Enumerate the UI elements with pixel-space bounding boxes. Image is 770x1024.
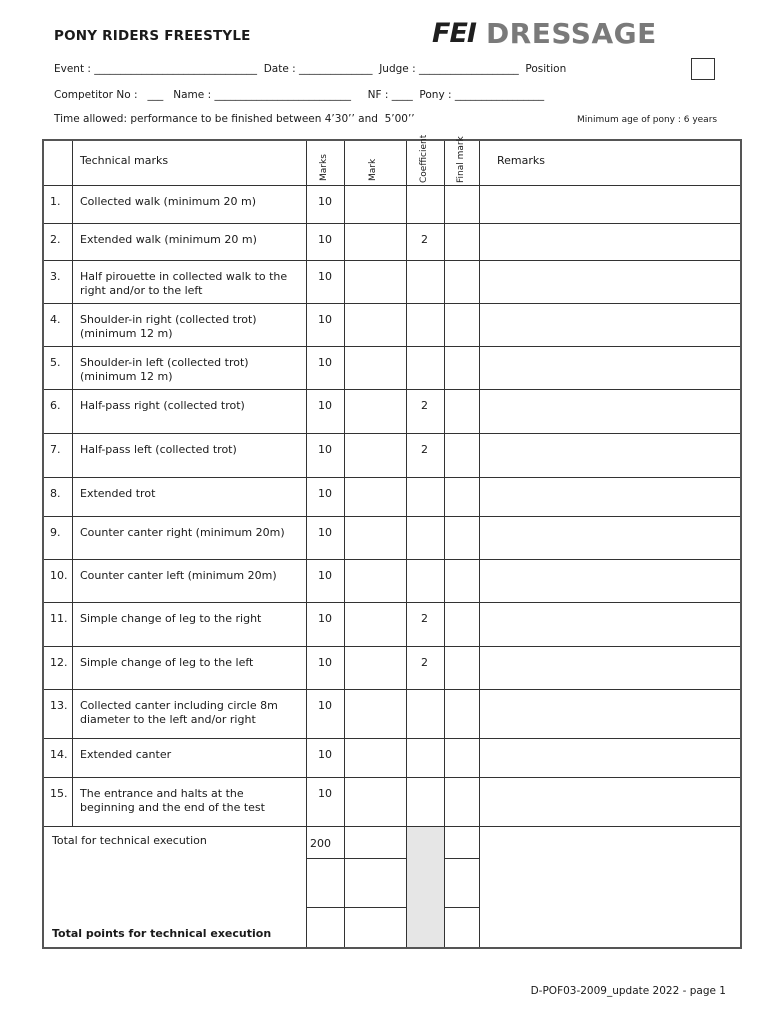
row-remarks-input[interactable]	[481, 648, 738, 687]
total-divider	[306, 907, 479, 908]
row-max-marks: 10	[318, 656, 332, 669]
row-divider	[44, 303, 740, 304]
row-number: 9.	[50, 526, 61, 539]
row-mark-input[interactable]	[346, 740, 404, 775]
row-coefficient: 2	[421, 399, 428, 412]
minimum-age-text: Minimum age of pony : 6 years	[577, 115, 718, 125]
row-movement: Shoulder-in right (collected trot) (minimum 12 m)	[80, 313, 257, 340]
row-mark-input[interactable]	[346, 648, 404, 687]
row-max-marks: 10	[318, 748, 332, 761]
position-box[interactable]	[691, 58, 715, 80]
row-movement: The entrance and halts at the beginning and the end of the test	[80, 787, 265, 814]
row-number: 8.	[50, 487, 61, 500]
row-movement: Simple change of leg to the left	[80, 656, 254, 669]
row-number: 15.	[50, 787, 68, 800]
row-max-marks: 10	[318, 443, 332, 456]
row-number: 3.	[50, 270, 61, 283]
row-movement: Shoulder-in left (collected trot) (minimum 12 m)	[80, 356, 249, 383]
row-mark-input[interactable]	[346, 187, 404, 221]
row-max-marks: 10	[318, 233, 332, 246]
row-remarks-input[interactable]	[481, 348, 738, 387]
row-mark-input[interactable]	[346, 225, 404, 258]
fei-logo-mark: FEI	[432, 17, 476, 49]
row-remarks-input[interactable]	[481, 391, 738, 431]
row-remarks-input[interactable]	[481, 187, 738, 221]
row-divider	[44, 602, 740, 603]
row-mark-input[interactable]	[346, 779, 404, 824]
total-technical-value: 200	[310, 837, 331, 850]
row-movement: Extended walk (minimum 20 m)	[80, 233, 257, 246]
header-coefficient: Coefficient	[419, 134, 429, 183]
row-number: 4.	[50, 313, 61, 326]
time-allowed-text: Time allowed: performance to be finished between 4’30’’ and 5’00’’	[54, 113, 415, 125]
total-technical-label: Total for technical execution	[52, 834, 207, 847]
row-remarks-input[interactable]	[481, 691, 738, 736]
row-remarks-input[interactable]	[481, 518, 738, 557]
row-number: 2.	[50, 233, 61, 246]
row-mark-input[interactable]	[346, 479, 404, 514]
row-coefficient: 2	[421, 656, 428, 669]
row-max-marks: 10	[318, 569, 332, 582]
row-max-marks: 10	[318, 526, 332, 539]
row-mark-input[interactable]	[346, 348, 404, 387]
row-divider	[44, 260, 740, 261]
row-divider	[44, 223, 740, 224]
row-movement: Counter canter right (minimum 20m)	[80, 526, 285, 539]
row-number: 5.	[50, 356, 61, 369]
row-movement: Counter canter left (minimum 20m)	[80, 569, 277, 582]
event-date-judge-line: Event : _______________________________ Date : ______________ Judge : ___________________ Position	[54, 63, 567, 75]
row-movement: Simple change of leg to the right	[80, 612, 262, 625]
row-mark-input[interactable]	[346, 561, 404, 600]
row-remarks-input[interactable]	[481, 604, 738, 644]
row-mark-input[interactable]	[346, 691, 404, 736]
row-coefficient: 2	[421, 612, 428, 625]
row-movement: Collected canter including circle 8m diameter to the left and/or right	[80, 699, 278, 726]
row-max-marks: 10	[318, 487, 332, 500]
row-number: 14.	[50, 748, 68, 761]
row-divider	[44, 389, 740, 390]
row-number: 1.	[50, 195, 61, 208]
row-movement: Half-pass right (collected trot)	[80, 399, 245, 412]
row-divider	[44, 689, 740, 690]
row-number: 12.	[50, 656, 68, 669]
row-movement: Half pirouette in collected walk to the right and/or to the left	[80, 270, 288, 297]
row-remarks-input[interactable]	[481, 479, 738, 514]
row-divider	[44, 777, 740, 778]
row-movement: Collected walk (minimum 20 m)	[80, 195, 257, 208]
row-divider	[44, 477, 740, 478]
row-divider	[44, 433, 740, 434]
row-coefficient: 2	[421, 443, 428, 456]
row-number: 6.	[50, 399, 61, 412]
row-remarks-input[interactable]	[481, 435, 738, 475]
total-points-label: Total points for technical execution	[52, 927, 272, 940]
table-column-divider	[72, 141, 73, 826]
row-divider	[44, 516, 740, 517]
row-remarks-input[interactable]	[481, 561, 738, 600]
header-mark: Mark	[368, 158, 378, 181]
competitor-name-line: Competitor No : ___ Name : __________________________ NF : ____ Pony : _________________	[54, 89, 545, 101]
row-remarks-input[interactable]	[481, 225, 738, 258]
row-remarks-input[interactable]	[481, 779, 738, 824]
row-max-marks: 10	[318, 356, 332, 369]
shaded-cell	[407, 827, 444, 947]
row-number: 10.	[50, 569, 68, 582]
row-max-marks: 10	[318, 612, 332, 625]
row-movement: Half-pass left (collected trot)	[80, 443, 237, 456]
header-remarks: Remarks	[497, 154, 545, 167]
row-remarks-input[interactable]	[481, 305, 738, 344]
row-number: 7.	[50, 443, 61, 456]
header-technical-marks: Technical marks	[80, 154, 169, 167]
header-marks: Marks	[319, 154, 329, 181]
header-divider	[44, 185, 740, 186]
row-remarks-input[interactable]	[481, 262, 738, 301]
row-divider	[44, 346, 740, 347]
row-max-marks: 10	[318, 313, 332, 326]
row-divider	[44, 738, 740, 739]
row-remarks-input[interactable]	[481, 740, 738, 775]
header-final-mark: Final mark	[456, 136, 466, 183]
fei-dressage-logo	[432, 18, 657, 48]
page-footer: D-POF03-2009_update 2022 - page 1	[530, 985, 726, 997]
row-number: 13.	[50, 699, 68, 712]
row-number: 11.	[50, 612, 68, 625]
row-divider	[44, 646, 740, 647]
row-divider	[44, 559, 740, 560]
row-coefficient: 2	[421, 233, 428, 246]
row-mark-input[interactable]	[346, 518, 404, 557]
row-mark-input[interactable]	[346, 262, 404, 301]
technical-marks-table	[42, 134, 742, 949]
row-mark-input[interactable]	[346, 391, 404, 431]
row-max-marks: 10	[318, 195, 332, 208]
row-max-marks: 10	[318, 270, 332, 283]
row-movement: Extended trot	[80, 487, 156, 500]
row-divider	[44, 826, 740, 827]
form-title: PONY RIDERS FREESTYLE	[54, 28, 251, 44]
row-max-marks: 10	[318, 699, 332, 712]
row-mark-input[interactable]	[346, 604, 404, 644]
row-mark-input[interactable]	[346, 435, 404, 475]
row-max-marks: 10	[318, 399, 332, 412]
row-mark-input[interactable]	[346, 305, 404, 344]
row-movement: Extended canter	[80, 748, 172, 761]
total-divider	[306, 858, 479, 859]
dressage-logo-word: DRESSAGE	[485, 16, 657, 50]
row-max-marks: 10	[318, 787, 332, 800]
